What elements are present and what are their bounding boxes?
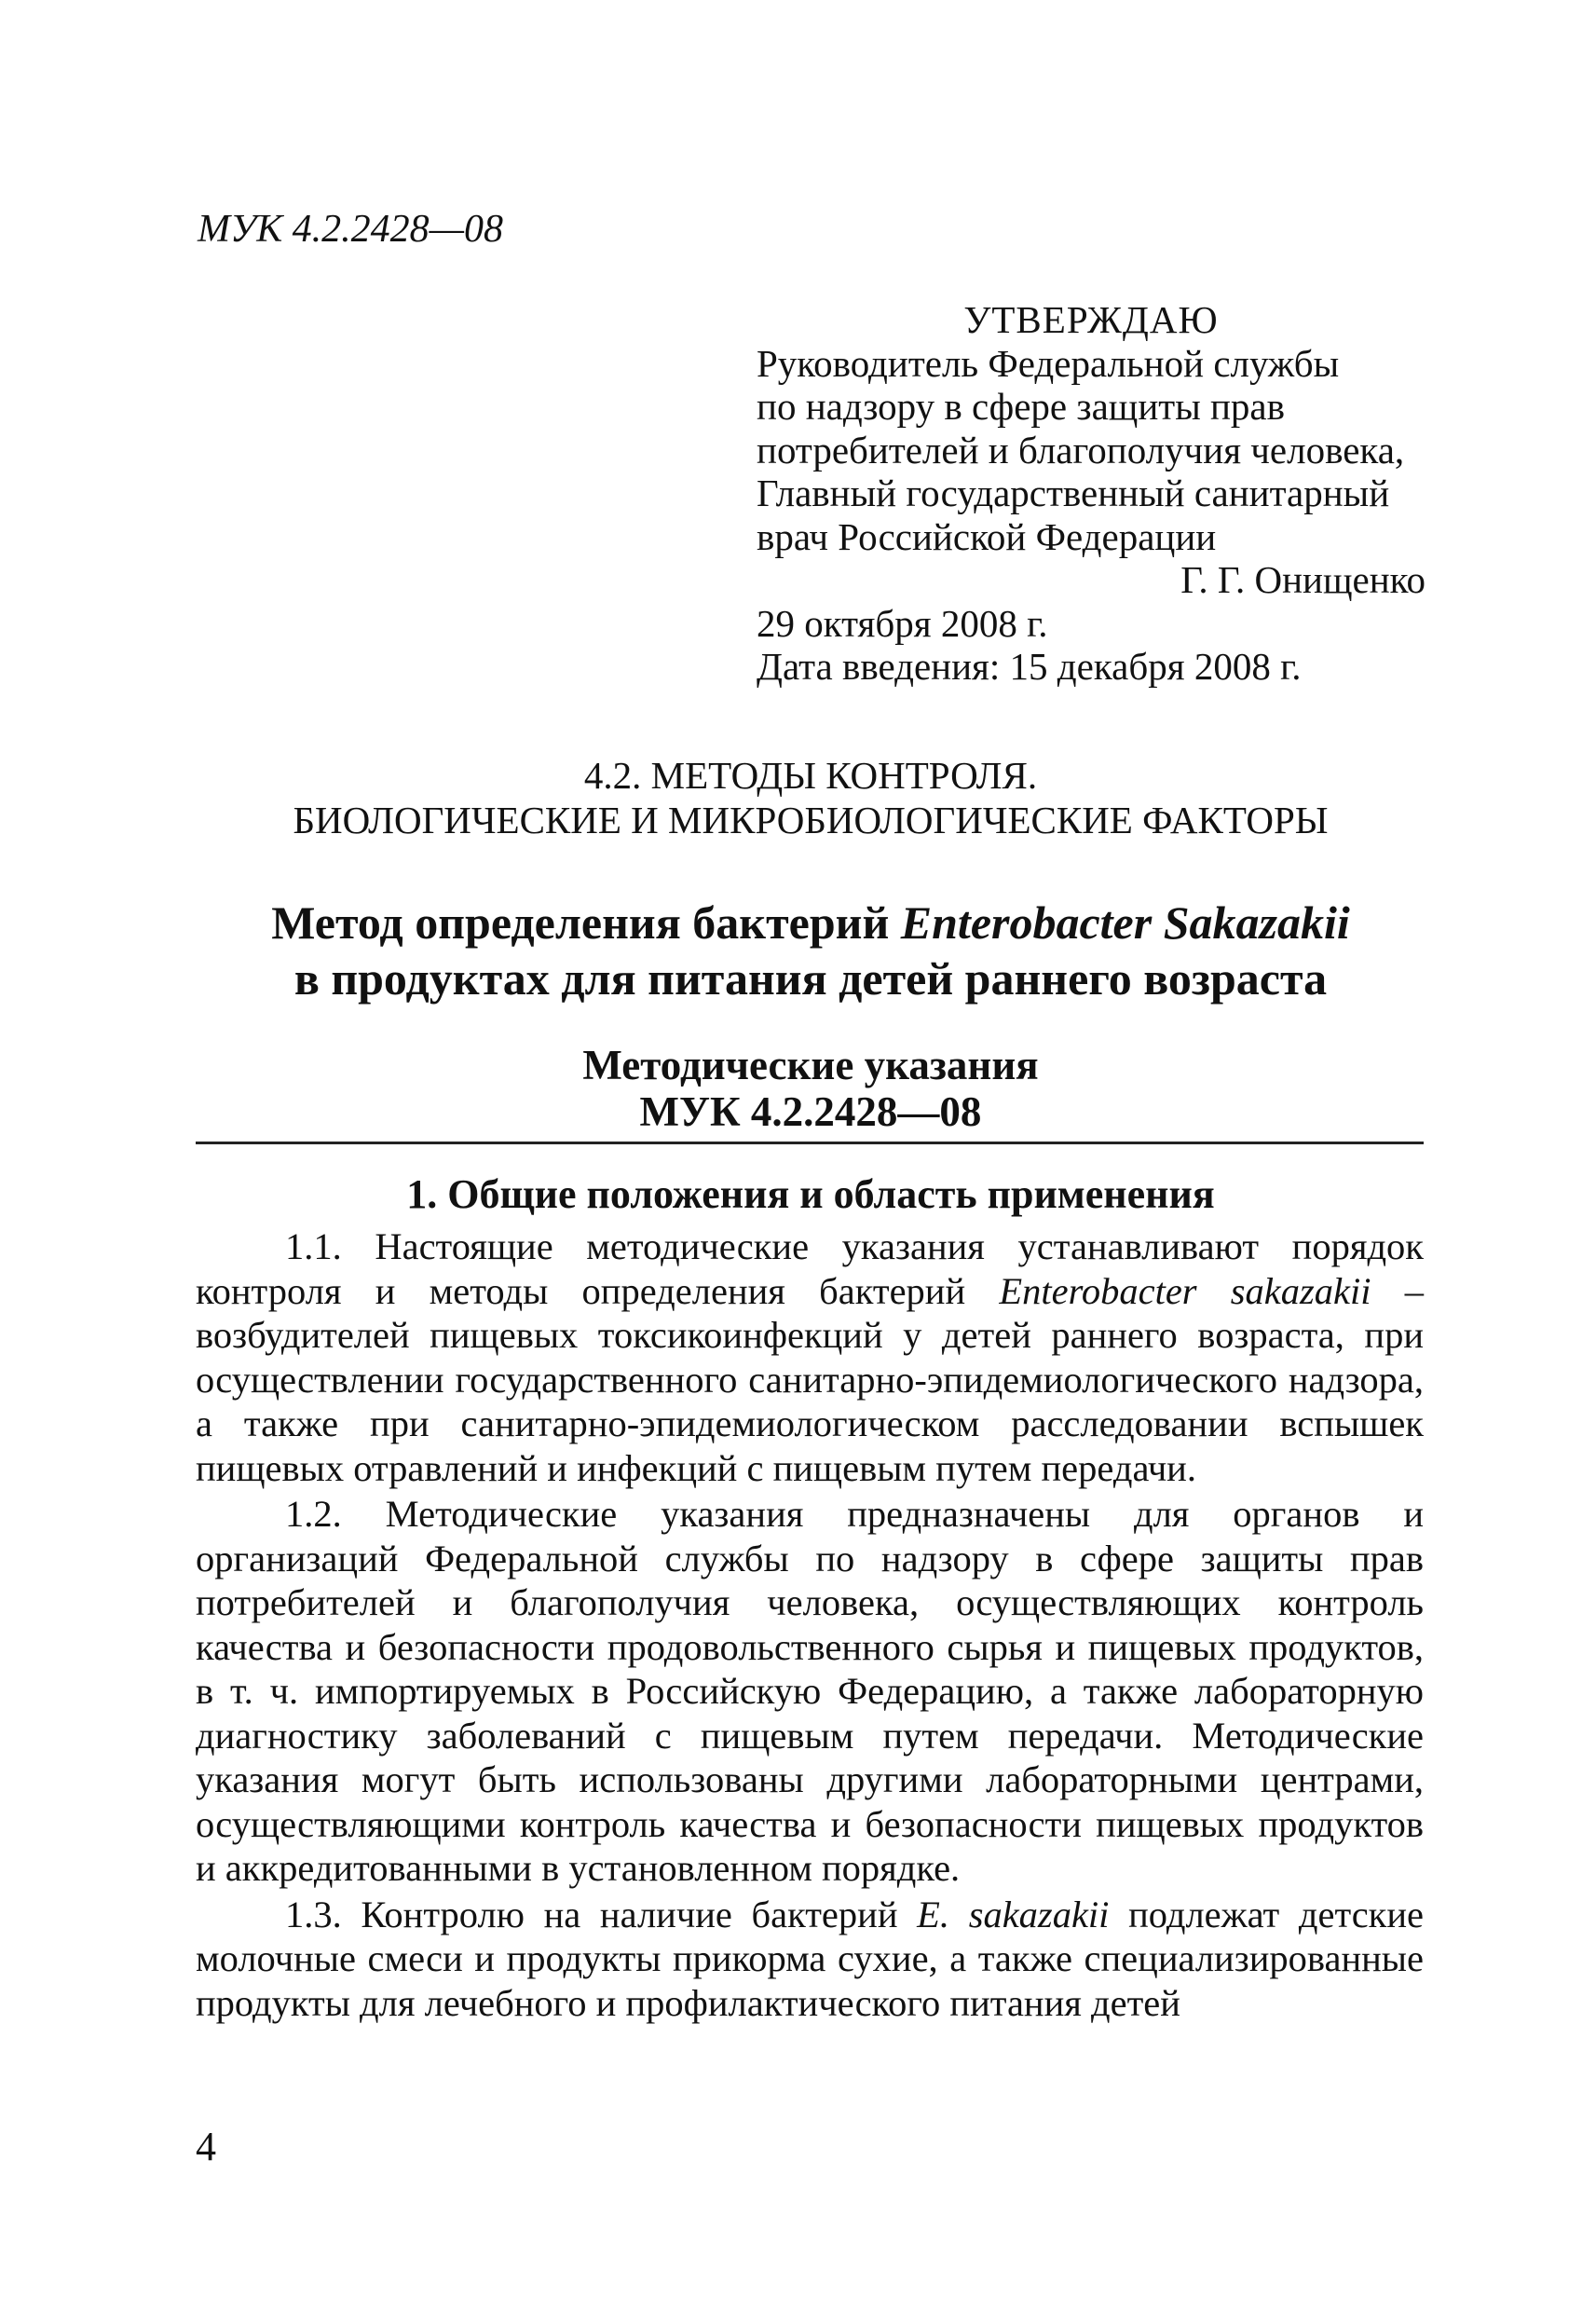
paragraph-1-1 <box>196 1224 1424 1490</box>
section-heading: 1. Общие положения и область применения <box>406 1171 1215 1217</box>
document-title <box>186 895 1435 1006</box>
approval-line: по надзору в сфере защиты прав <box>757 385 1285 428</box>
title-line: в продуктах для питания детей раннего возраста <box>293 952 1328 1005</box>
section-classification <box>186 753 1435 842</box>
title-line <box>186 895 1435 950</box>
paragraph-1-3 <box>196 1893 1424 2026</box>
paragraph-text: 1.3. Контролю на наличие бактерий <box>285 1893 918 1935</box>
doc-type-code: МУК 4.2.2428—08 <box>639 1088 982 1135</box>
title-text: Метод определения бактерий <box>271 896 901 949</box>
paragraph-1-2: 1.2. Методические указания предназначены для органов и организаций Федеральной службы по надзору в сфере защиты прав потребителей и благополучия человека, осуществляющих контроль качества и безопасности продовольственного сырья и пищевых продуктов, в т. ч. импортируемых в Российскую Федерацию, а также лабораторную диагностику заболеваний с пищевым путем передачи. Методические указания могут быть использованы другими лабораторными центрами, осуществляющими контроль качества и безопасности пищевых продуктов и аккредитованными в установленном порядке. <box>196 1493 1424 1889</box>
title-organism: Enterobacter Sakazakii <box>900 896 1350 949</box>
paragraph-text: – возбудителей пищевых токсикоинфекций у детей раннего возраста, при осуществлении государственного санитарно-эпидемиологического надзора, а также при санитарно-эпидемиологическом расследовании вспышек пищевых отравлений и инфекций с пищевым путем передачи. <box>196 1269 1425 1489</box>
body-text <box>196 1224 1424 2027</box>
approval-block <box>757 298 1425 689</box>
approval-signer: Г. Г. Онищенко <box>1180 558 1425 601</box>
paragraph-text: подлежат детские молочные смеси и продукты прикорма сухие, а также специализированные продукты для лечебного и профилактического питания детей <box>196 1893 1424 2024</box>
doc-type-line: Методические указания <box>582 1042 1039 1088</box>
approval-line: Руководитель Федеральной службы <box>757 341 1340 385</box>
page-number: 4 <box>196 2124 216 2169</box>
italic-term: E. sakazakii <box>917 1893 1110 1935</box>
italic-term: Enterobacter sakazakii <box>999 1269 1371 1312</box>
approval-line: Главный государственный санитарный <box>757 472 1390 514</box>
section-line: 4.2. МЕТОДЫ КОНТРОЛЯ. <box>583 754 1038 797</box>
paragraph-text: 1.1. Настоящие методические указания устанавливают порядок контроля и методы определения бактерий <box>196 1225 1424 1312</box>
document-code-header: МУК 4.2.2428—08 <box>198 208 503 251</box>
section-line: БИОЛОГИЧЕСКИЕ И МИКРОБИОЛОГИЧЕСКИЕ ФАКТОРЫ <box>293 799 1329 841</box>
approval-line: потребителей и благополучия человека, <box>757 428 1405 472</box>
approval-title: УТВЕРЖДАЮ <box>963 298 1219 341</box>
divider-line <box>196 1142 1424 1144</box>
effective-date: Дата введения: 15 декабря 2008 г. <box>757 645 1302 688</box>
approval-date: 29 октября 2008 г. <box>757 601 1048 645</box>
document-type <box>186 1042 1435 1135</box>
approval-line: врач Российской Федерации <box>757 514 1217 558</box>
